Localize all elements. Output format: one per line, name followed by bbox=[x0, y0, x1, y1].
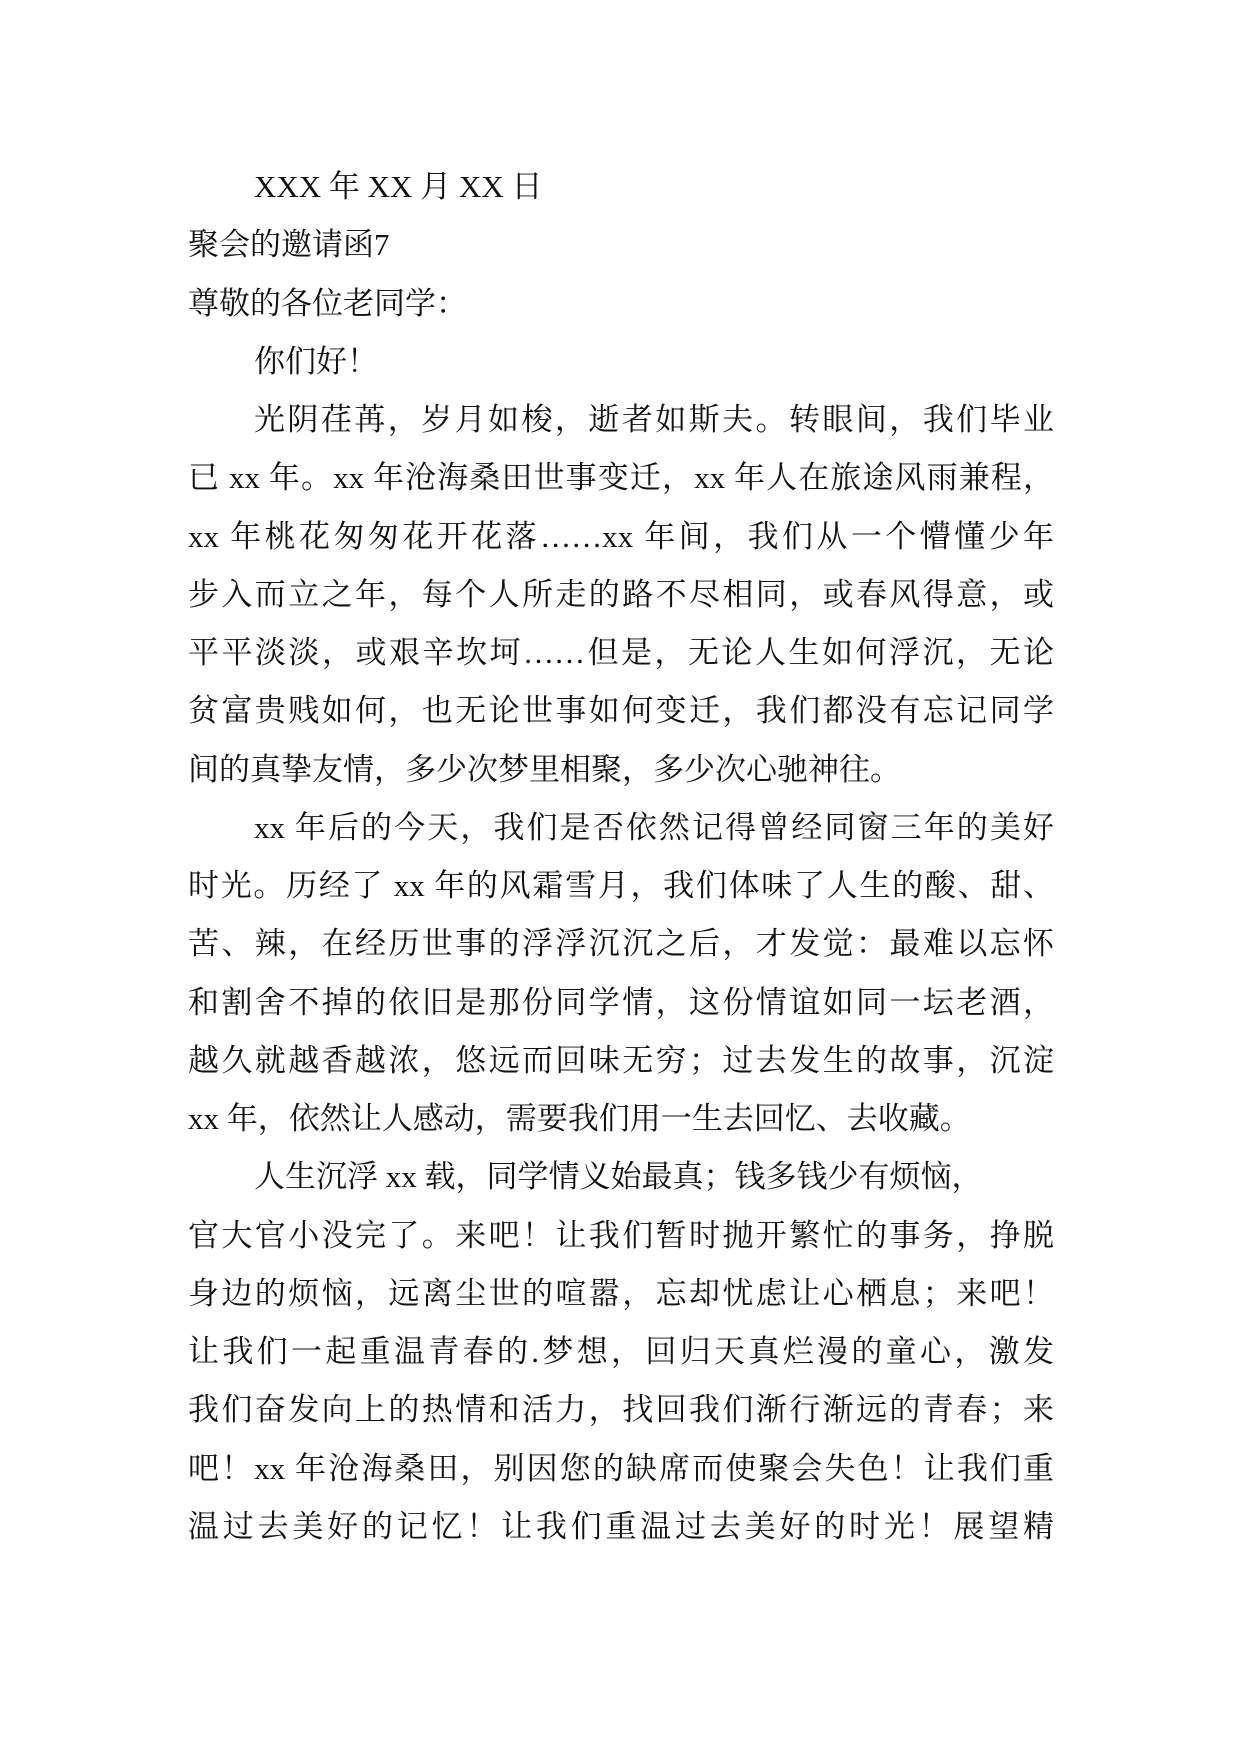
paragraph-2 bbox=[188, 799, 1054, 1149]
paragraph-line: 我们奋发向上的热情和活力，找回我们渐行渐远的青春；来 bbox=[188, 1392, 1054, 1428]
paragraph-line: xx 年桃花匆匆花开花落……xx 年间，我们从一个懵懂少年 bbox=[188, 518, 1054, 554]
paragraph-line: 官大官小没完了。来吧！让我们暂时抛开繁忙的事务，挣脱 bbox=[188, 1217, 1054, 1253]
paragraph-line: 苦、辣，在经历世事的浮浮沉沉之后，才发觉：最难以忘怀 bbox=[188, 926, 1054, 962]
paragraph-line: 已 xx 年。xx 年沧海桑田世事变迁，xx 年人在旅途风雨兼程， bbox=[188, 460, 1054, 496]
paragraph-line: 身边的烦恼，远离尘世的喧嚣，忘却忧虑让心栖息；来吧！ bbox=[188, 1275, 1054, 1311]
paragraph-line: 时光。历经了 xx 年的风霜雪月，我们体味了人生的酸、甜、 bbox=[188, 868, 1054, 903]
greeting: 你们好！ bbox=[254, 343, 378, 379]
paragraph-line: xx 年，依然让人感动，需要我们用一生去回忆、去收藏。 bbox=[188, 1101, 971, 1136]
paragraph-line: 贫富贵贱如何，也无论世事如何变迁，我们都没有忘记同学 bbox=[188, 693, 1054, 729]
paragraph-line: 光阴荏苒，岁月如梭，逝者如斯夫。转眼间，我们毕业 bbox=[254, 402, 1054, 437]
paragraph-line: 间的真挚友情，多少次梦里相聚，多少次心驰神往。 bbox=[188, 751, 901, 787]
paragraph-line: 越久就越香越浓，悠远而回味无穷；过去发生的故事，沉淀 bbox=[188, 1042, 1054, 1078]
paragraph-1 bbox=[188, 391, 1054, 799]
paragraph-3 bbox=[188, 1148, 1054, 1556]
paragraph-line: xx 年后的今天，我们是否依然记得曾经同窗三年的美好 bbox=[254, 809, 1054, 845]
paragraph-line: 吧！xx 年沧海桑田，别因您的缺席而使聚会失色！让我们重 bbox=[188, 1450, 1054, 1486]
paragraph-line: 让我们一起重温青春的.梦想，回归天真烂漫的童心，激发 bbox=[188, 1334, 1054, 1369]
paragraph-line: 步入而立之年，每个人所走的路不尽相同，或春风得意，或 bbox=[188, 576, 1054, 612]
salutation: 尊敬的各位老同学： bbox=[188, 285, 467, 321]
paragraph-line: 平平淡淡，或艰辛坎坷……但是，无论人生如何浮沉，无论 bbox=[188, 635, 1054, 670]
paragraph-line: 温过去美好的记忆！让我们重温过去美好的时光！展望精 bbox=[188, 1508, 1054, 1544]
paragraph-line: 和割舍不掉的依旧是那份同学情，这份情谊如同一坛老酒， bbox=[188, 984, 1054, 1020]
letter-title: 聚会的邀请函7 bbox=[188, 227, 390, 263]
date-line: XXX 年 XX 月 XX 日 bbox=[254, 169, 543, 204]
document-body bbox=[188, 158, 1054, 1556]
paragraph-line: 人生沉浮 xx 载，同学情义始最真；钱多钱少有烦恼， bbox=[254, 1159, 983, 1195]
